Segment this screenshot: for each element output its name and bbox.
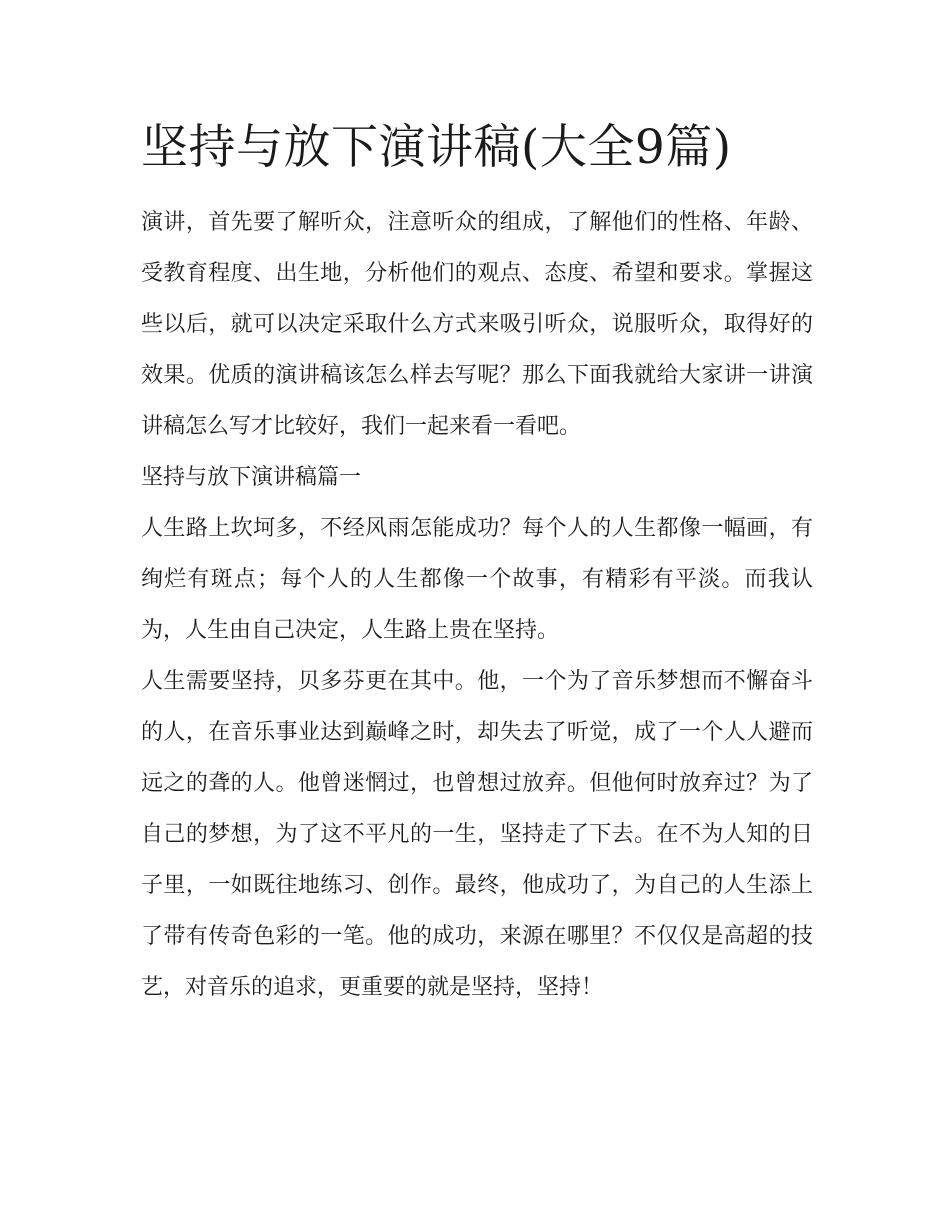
- body-paragraph: 人生需要坚持，贝多芬更在其中。他，一个为了音乐梦想而不懈奋斗的人，在音乐事业达到巅峰之时，却失去了听觉，成了一个人人避而远之的聋的人。他曾迷惘过，也曾想过放弃。但他何时放弃过？为了自己的梦想，为了这不平凡的一生，坚持走了下去。在不为人知的日子里，一如既往地练习、创作。最终，他成功了，为自己的人生添上了带有传奇色彩的一笔。他的成功，来源在哪里？不仅仅是高超的技艺，对音乐的追求，更重要的就是坚持，坚持！: [141, 669, 813, 1000]
- body-paragraph: 人生路上坎坷多，不经风雨怎能成功？每个人的人生都像一幅画，有绚烂有斑点；每个人的人生都像一个故事，有精彩有平淡。而我认为，人生由自己决定，人生路上贵在坚持。: [141, 516, 813, 643]
- document-body: [141, 197, 813, 1013]
- section-heading: 坚持与放下演讲稿篇一: [141, 465, 362, 490]
- intro-paragraph: 演讲，首先要了解听众，注意听众的组成，了解他们的性格、年龄、受教育程度、出生地，分析他们的观点、态度、希望和要求。掌握这些以后，就可以决定采取什么方式来吸引听众，说服听众，取得好的效果。优质的演讲稿该怎么样去写呢？那么下面我就给大家讲一讲演讲稿怎么写才比较好，我们一起来看一看吧。: [141, 210, 813, 439]
- document-title: 坚持与放下演讲稿(大全9篇): [141, 120, 732, 175]
